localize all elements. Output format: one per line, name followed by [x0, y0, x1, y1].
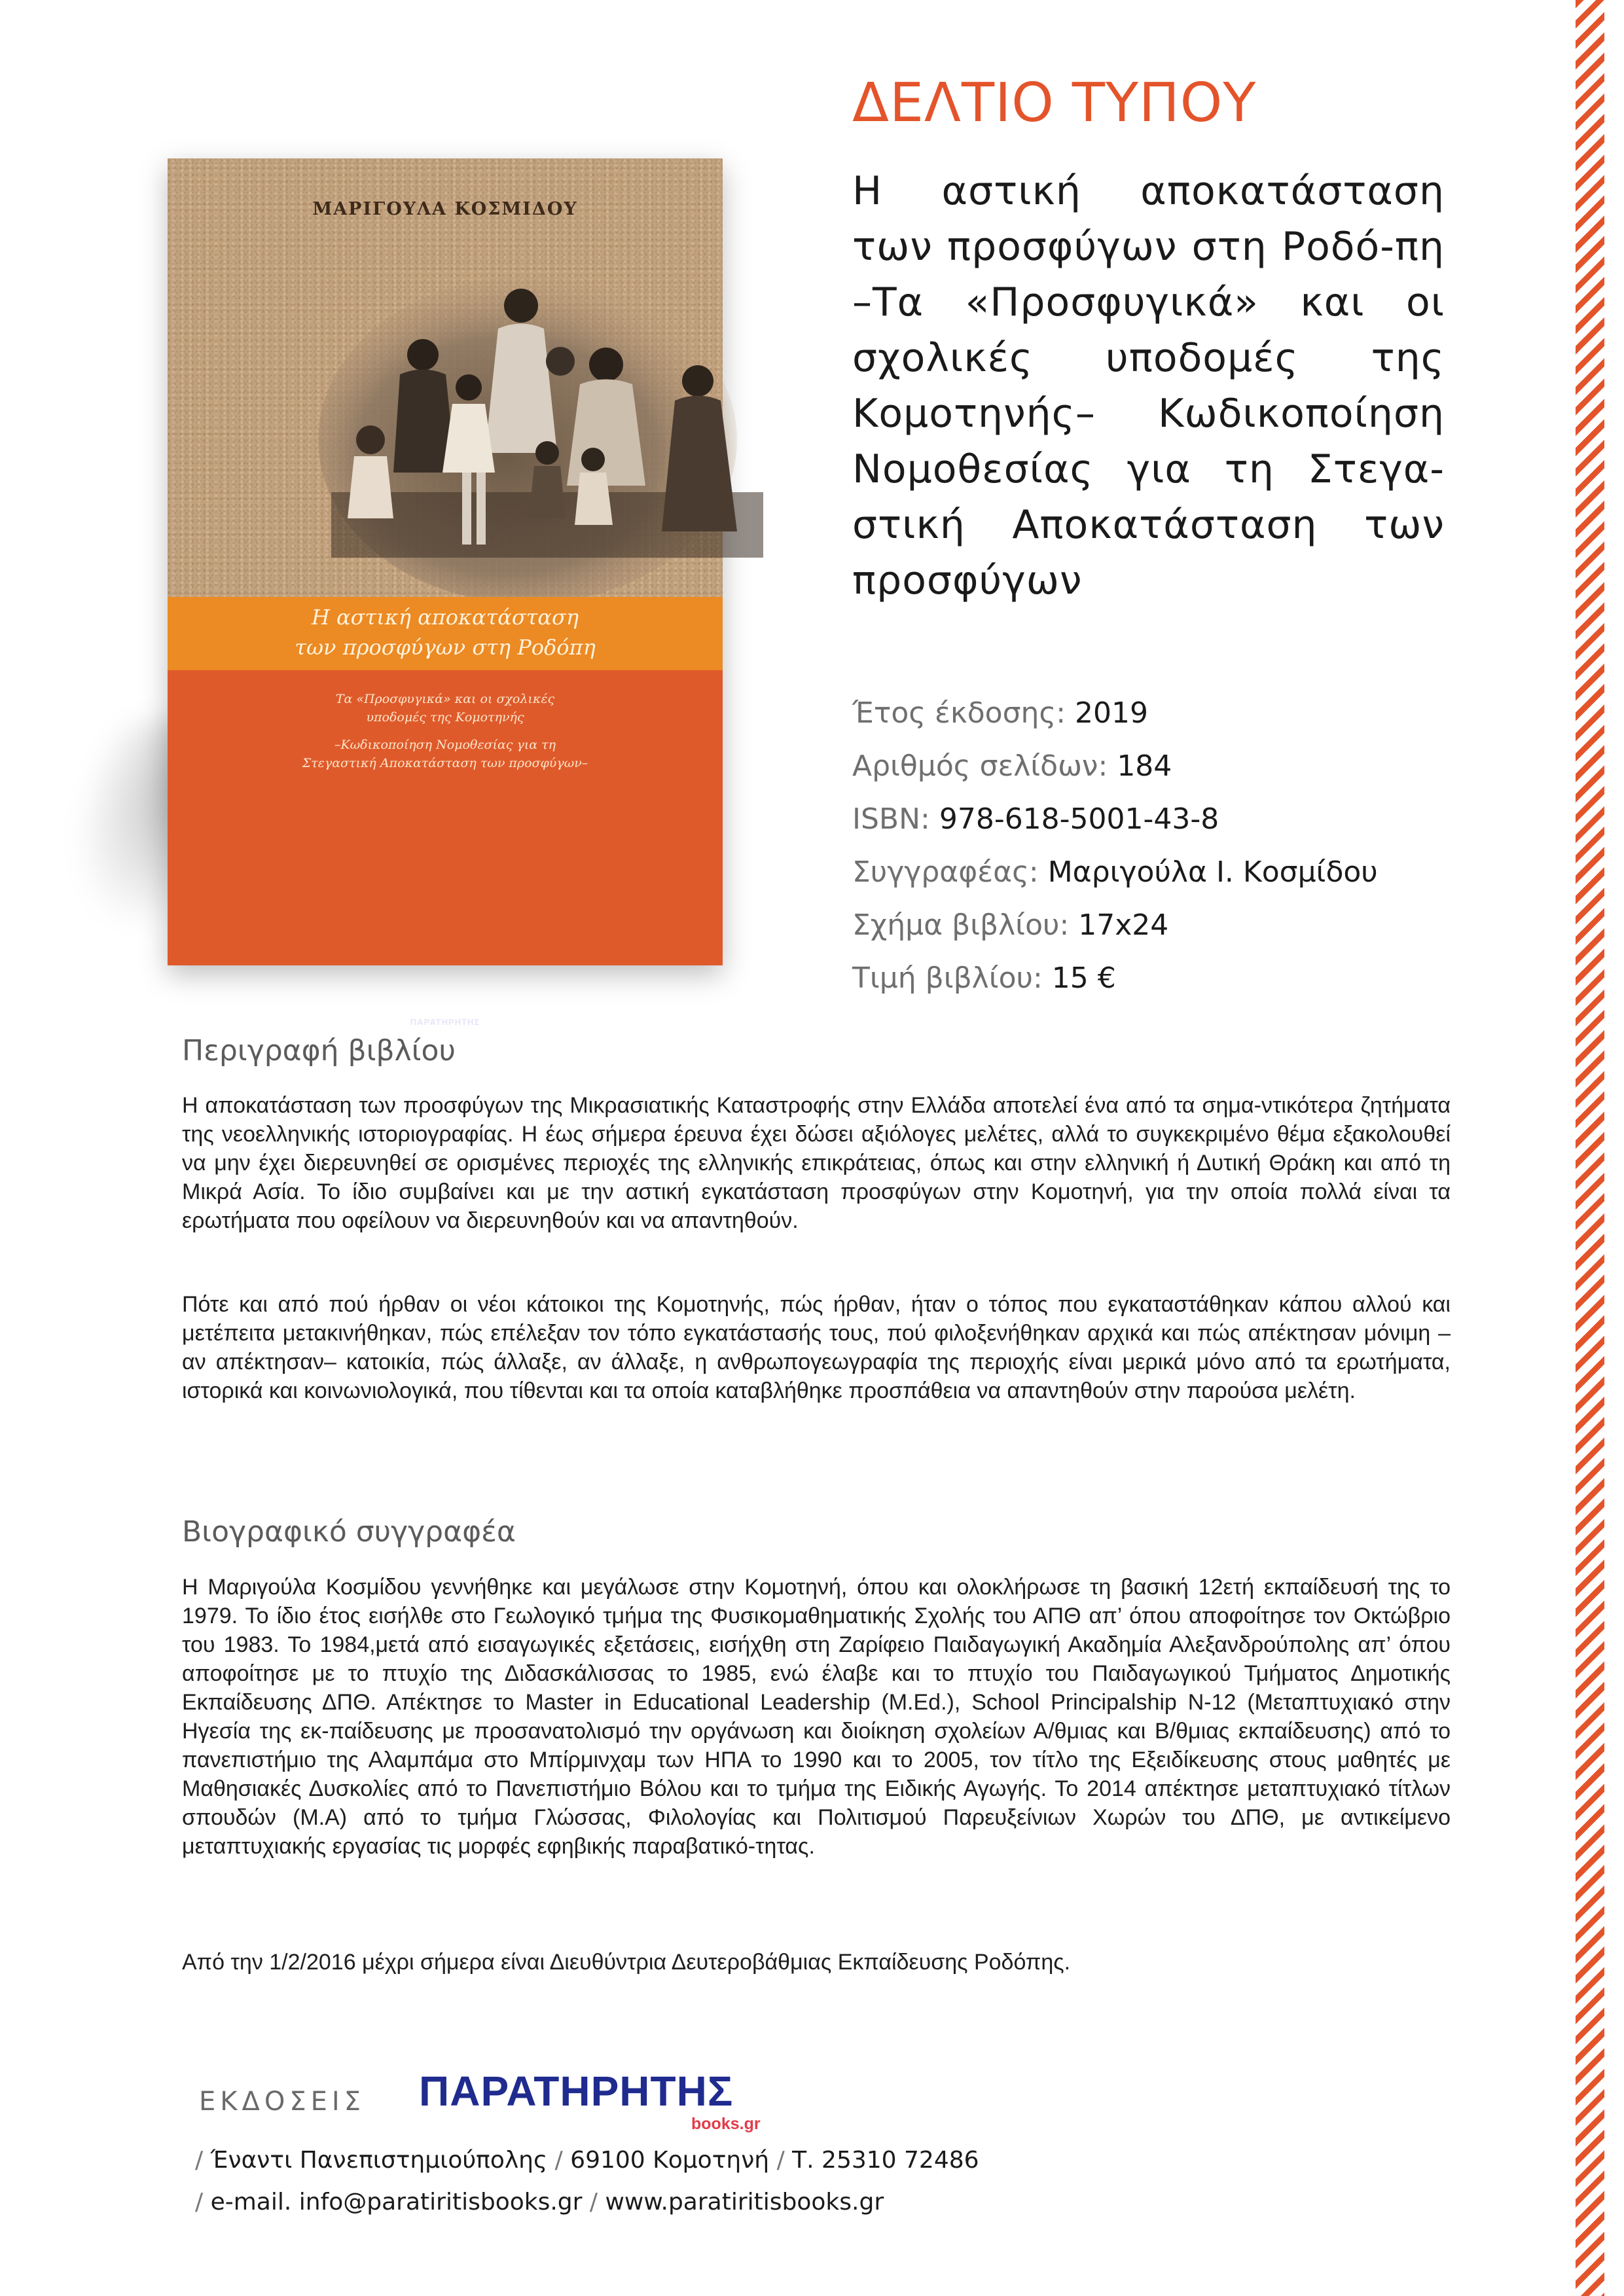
cover-subtitle-line: υποδομές της Κομοτηνής — [366, 710, 524, 725]
phone: Τ. 25310 72486 — [792, 2147, 979, 2174]
cover-subtitle-line: Τα «Προσφυγικά» και οι σχολικές — [335, 692, 555, 706]
publisher-logo-sub: books.gr — [691, 2115, 761, 2133]
meta-format — [852, 906, 1378, 959]
separator: / — [554, 2147, 563, 2174]
description-heading: Περιγραφή βιβλίου — [182, 1034, 456, 1067]
meta-label: Τιμή βιβλίου: — [852, 961, 1043, 995]
separator: / — [195, 2189, 204, 2215]
separator: / — [776, 2147, 785, 2174]
cover-author: ΜΑΡΙΓΟΥΛΑ ΚΟΣΜΙΔΟΥ — [312, 199, 578, 219]
press-release-title: ΔΕΛΤΙΟ ΤΥΠΟΥ — [852, 72, 1257, 134]
book-metadata — [852, 694, 1378, 1012]
cover-title-band — [168, 597, 723, 670]
meta-label: Σχήμα βιβλίου: — [852, 908, 1070, 942]
cover-family-photo — [331, 257, 763, 597]
cover-title — [168, 602, 723, 662]
meta-value: 15 € — [1042, 961, 1116, 995]
cover-publisher: ΠΑΡΑΤΗΡΗΤΗΣ — [410, 1017, 480, 1027]
contact-line-address — [195, 2147, 979, 2174]
meta-author — [852, 853, 1378, 906]
publisher-label: ΕΚΔΟΣΕΙΣ — [199, 2087, 365, 2117]
meta-year — [852, 694, 1378, 747]
biography-paragraph: Η Μαριγούλα Κοσμίδου γεννήθηκε και μεγάλωσε στην Κομοτηνή, όπου και ολοκλήρωσε τη βασική 12ετή εκπαίδευσή της το 1979. Το ίδιο έτος εισήλθε στο Γεωλογικό τμήμα της Φυσικομαθηματικής Σχολής του ΑΠΘ απ’ όπου αποφοίτησε τον Οκτώβριο του 1983. Το 1984,μετά από εισαγωγικές εξετάσεις, εισήχθη στη Ζαρίφειο Παιδαγωγική Ακαδημία Αλεξανδρούπολης απ’ όπου αποφοίτησε με το πτυχίο της Διδασκάλισσας το 1985, ενώ έλαβε και το πτυχίο του Παιδαγωγικού Τμήματος Δημοτικής Εκπαίδευσης ΔΠΘ. Απέκτησε το Master in Educational Leadership (M.Ed.), School Principalship N-12 (Μεταπτυχιακό στην Ηγεσία της εκ-παίδευσης με προσανατολισμό την οργάνωση και διοίκηση σχολείων Α/θμιας και Β/θμιας εκπαίδευσης) από το πανεπιστήμιο της Αλαμπάμα στο Μπίρμινχαμ των ΗΠΑ το 1990 και το 2005, τον τίτλο της Εξειδίκευσης στους μαθητές με Μαθησιακές Δυσκολίες από το Πανεπιστήμιο Βόλου και το τμήμα της Ειδικής Αγωγής. Το 2014 απέκτησε μεταπτυχιακό τίτλων σπουδών (Μ.Α) από το τμήμα Γλώσσας, Φιλολογίας και Πολιτισμού Παρευξείνιων Χωρών του ΔΠΘ, με αντικείμενο μεταπτυχιακής εργασίας τις μορφές εφηβικής παραβατικό-τητας. — [182, 1575, 1451, 1859]
meta-value: Μαριγούλα Ι. Κοσμίδου — [1038, 855, 1378, 889]
separator: / — [589, 2189, 598, 2215]
website-link[interactable]: www.paratiritisbooks.gr — [605, 2189, 884, 2215]
cover-subtitle-line: –Κωδικοποίηση Νομοθεσίας για τη — [334, 738, 556, 752]
contact-line-web — [195, 2189, 884, 2215]
cover-subtitle-line: Στεγαστική Αποκατάσταση των προσφύγων– — [302, 756, 588, 770]
meta-value: 2019 — [1066, 696, 1148, 730]
cover-bottom — [168, 670, 723, 1027]
meta-value: 17x24 — [1069, 908, 1169, 942]
meta-value: 184 — [1108, 749, 1172, 783]
meta-value: 978-618-5001-43-8 — [929, 802, 1219, 836]
cover-title-line: Η αστική αποκατάσταση — [311, 605, 579, 630]
postal-code: 69100 Κομοτηνή — [570, 2147, 770, 2174]
cover-sand-area — [168, 158, 723, 597]
publisher-logo[interactable]: ΠΑΡΑΤΗΡΗΤΗΣ — [419, 2068, 734, 2115]
decorative-stripe — [1576, 0, 1604, 2296]
cover-title-line: των προσφύγων στη Ροδόπη — [295, 635, 596, 660]
meta-price — [852, 959, 1378, 1012]
meta-label: Αριθμός σελίδων: — [852, 749, 1108, 783]
book-title: Η αστική αποκατάσταση των προσφύγων στη Ροδό-πη –Τα «Προσφυγικά» και οι σχολικές υποδομές της Κομοτηνής– Κωδικοποίηση Νομοθεσίας για τη Στεγα-στική Αποκατάσταση των προσφύγων — [852, 168, 1445, 603]
meta-label: ISBN: — [852, 802, 930, 836]
description-paragraph: Πότε και από πού ήρθαν οι νέοι κάτοικοι της Κομοτηνής, πώς ήρθαν, ήταν ο τόπος που εγκαταστάθηκαν κάπου αλλού και μετέπειτα μετακινήθηκαν, πώς επέλεξαν τον τόπο εγκατάστασής τους, πού φιλοξενήθηκαν αρχικά και πώς απέκτησαν μόνιμη –αν απέκτησαν– κατοικία, πώς άλλαξε, αν άλλαξε, η ανθρωπογεωγραφία της περιοχής είναι μερικά μόνο από τα ερωτήματα, ιστορικά και κοινωνιολογικά, που τίθενται και τα οποία καταβλήθηκε προσπάθεια να απαντηθούν στην παρούσα μελέτη. — [182, 1292, 1451, 1403]
address: Έναντι Πανεπιστημιούπολης — [210, 2147, 548, 2174]
biography-heading: Βιογραφικό συγγραφέα — [182, 1515, 516, 1549]
separator: / — [195, 2147, 204, 2174]
biography-paragraph: Από την 1/2/2016 μέχρι σήμερα είναι Διευθύντρια Δευτεροβάθμιας Εκπαίδευσης Ροδόπης. — [182, 1950, 1071, 1975]
meta-label: Συγγραφέας: — [852, 855, 1039, 889]
description-paragraph: Η αποκατάσταση των προσφύγων της Μικρασιατικής Καταστροφής στην Ελλάδα αποτελεί ένα από τα σημα-ντικότερα ζητήματα της νεοελληνικής ιστοριογραφίας. Η έως σήμερα έρευνα έχει δώσει αξιόλογες μελέτες, αλλά το συγκεκριμένο θέμα εξακολουθεί να μην έχει διερευνηθεί σε ορισμένες περιοχές της ελληνικής επικράτειας, όπως και στην ελληνική ή Δυτική Θράκη και από τη Μικρά Ασία. Το ίδιο συμβαίνει και με την αστική εγκατάσταση προσφύγων στην Κομοτηνή, για την οποία πολλά είναι τα ερωτήματα που οφείλουν να διερευνηθούν και να απαντηθούν. — [182, 1093, 1451, 1233]
meta-label: Έτος έκδοσης: — [852, 696, 1066, 730]
meta-pages — [852, 747, 1378, 800]
email-link[interactable]: e-mail. info@paratiritisbooks.gr — [210, 2189, 583, 2215]
book-cover — [168, 158, 723, 1027]
meta-isbn — [852, 800, 1378, 853]
